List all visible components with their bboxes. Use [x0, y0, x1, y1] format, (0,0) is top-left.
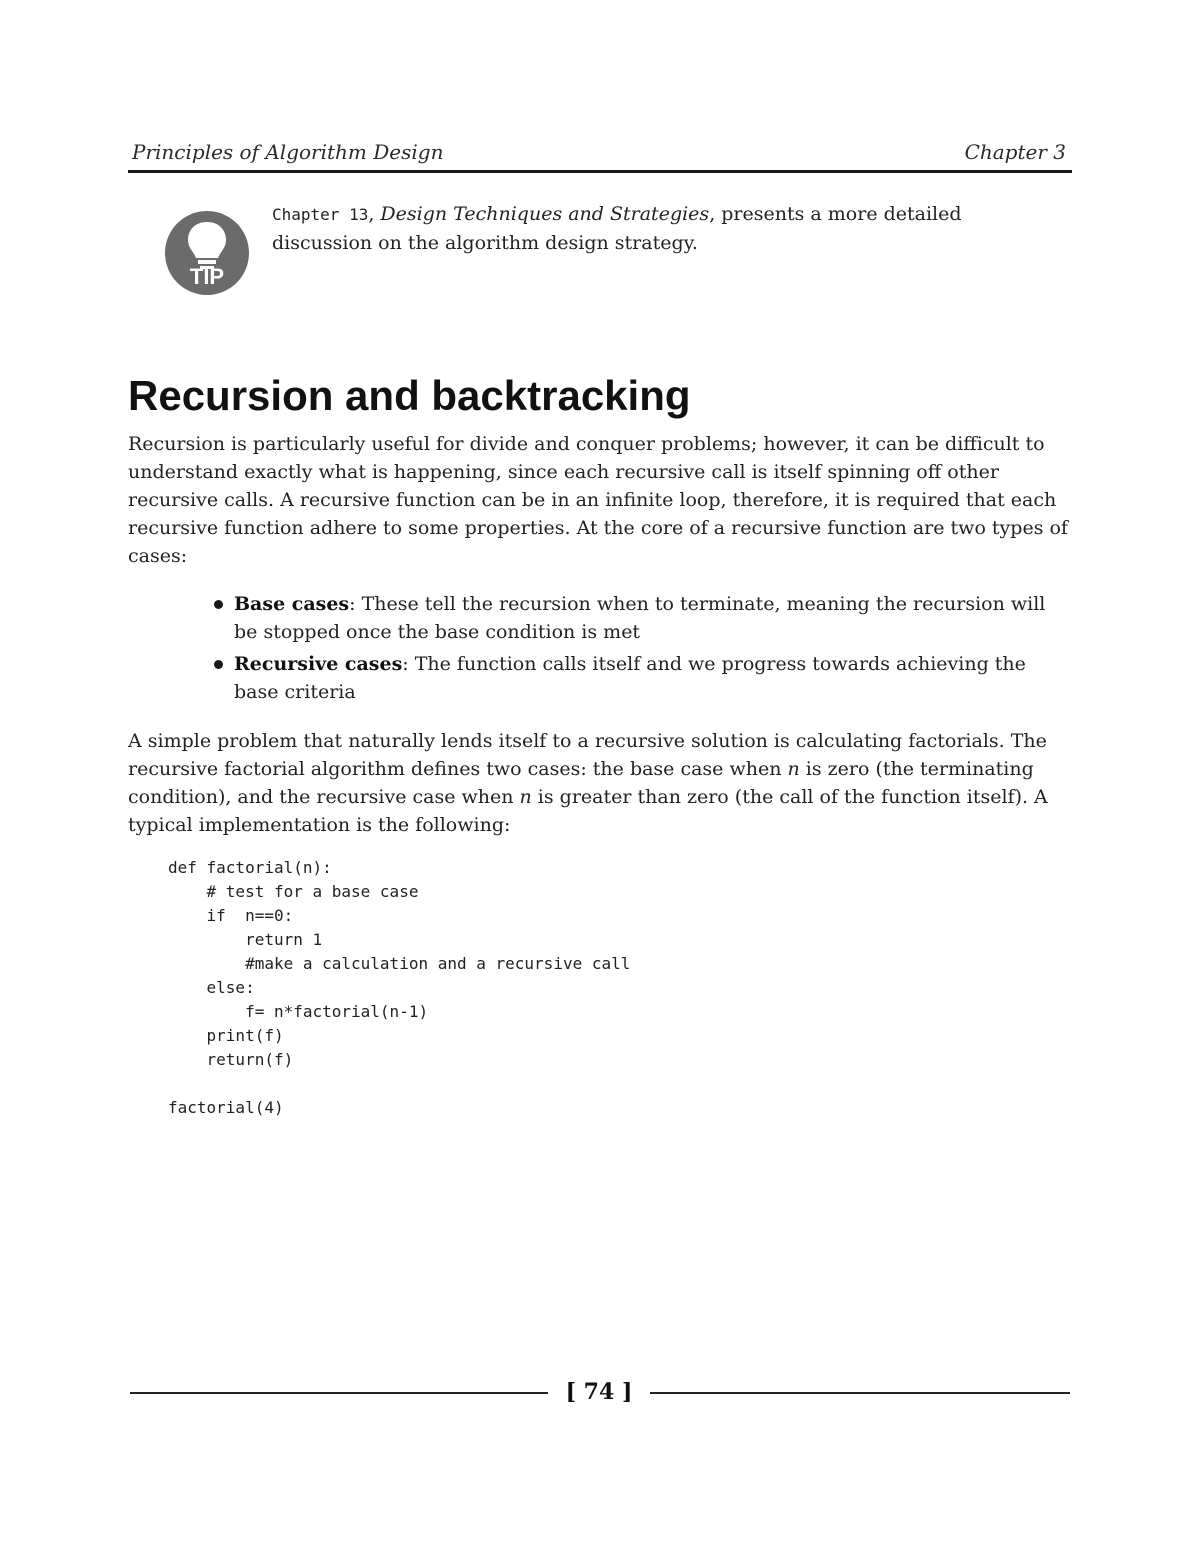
section-title: Recursion and backtracking — [128, 372, 691, 419]
para2-var-n: n — [787, 758, 800, 780]
para2-text-2: is zero (the terminating condition), and the recursive case when — [128, 758, 1034, 808]
tip-comma: , — [368, 203, 381, 225]
factorial-paragraph — [128, 727, 1072, 839]
header-book-title: Principles of Algorithm Design — [132, 140, 444, 164]
tip-icon — [164, 210, 250, 296]
list-item — [210, 590, 1070, 646]
para2-text-3: is greater than zero (the call of the function itself). A typical implementation is the following: — [128, 786, 1048, 836]
bullet-term: Base cases — [234, 593, 350, 615]
header-chapter: Chapter 3 — [964, 140, 1066, 164]
page-number: [ 74 ] — [565, 1379, 633, 1405]
tip-text — [272, 200, 1032, 257]
bullet-text: : The function calls itself and we progress towards achieving the base criteria — [234, 653, 1026, 703]
bullet-icon — [214, 600, 223, 609]
bullet-text: : These tell the recursion when to terminate, meaning the recursion will be stopped once the base condition is met — [234, 593, 1046, 643]
code-block: def factorial(n): # test for a base case if n==0: return 1 #make a calculation and a recursive call else: f= n*factorial(n-1) print(f) return(f) factorial(4) — [168, 858, 631, 1117]
tip-chapter-ref: Chapter 13 — [272, 205, 369, 224]
tip-icon-label: TIP — [189, 264, 225, 289]
para2-var-n: n — [519, 786, 532, 808]
para2-text-1: A simple problem that naturally lends itself to a recursive solution is calculating factorials. The recursive factorial algorithm defines two cases: the base case when — [128, 730, 1047, 780]
tip-rest: , presents a more detailed discussion on the algorithm design strategy. — [272, 203, 962, 254]
list-item — [210, 650, 1070, 706]
running-header — [128, 140, 1072, 170]
bullet-term: Recursive cases — [234, 653, 403, 675]
bullet-icon — [214, 660, 223, 669]
tip-chapter-title: Design Techniques and Strategies — [380, 203, 710, 225]
cases-list — [210, 590, 1070, 710]
footer-rule-left — [130, 1392, 548, 1394]
footer-rule-right — [650, 1392, 1070, 1394]
header-rule — [128, 170, 1072, 173]
intro-paragraph: Recursion is particularly useful for divide and conquer problems; however, it can be difficult to understand exactly what is happening, since each recursive call is itself spinning off other recursive calls. A recursive function can be in an infinite loop, therefore, it is required that each recursive function adhere to some properties. At the core of a recursive function are two types of cases: — [128, 433, 1068, 567]
